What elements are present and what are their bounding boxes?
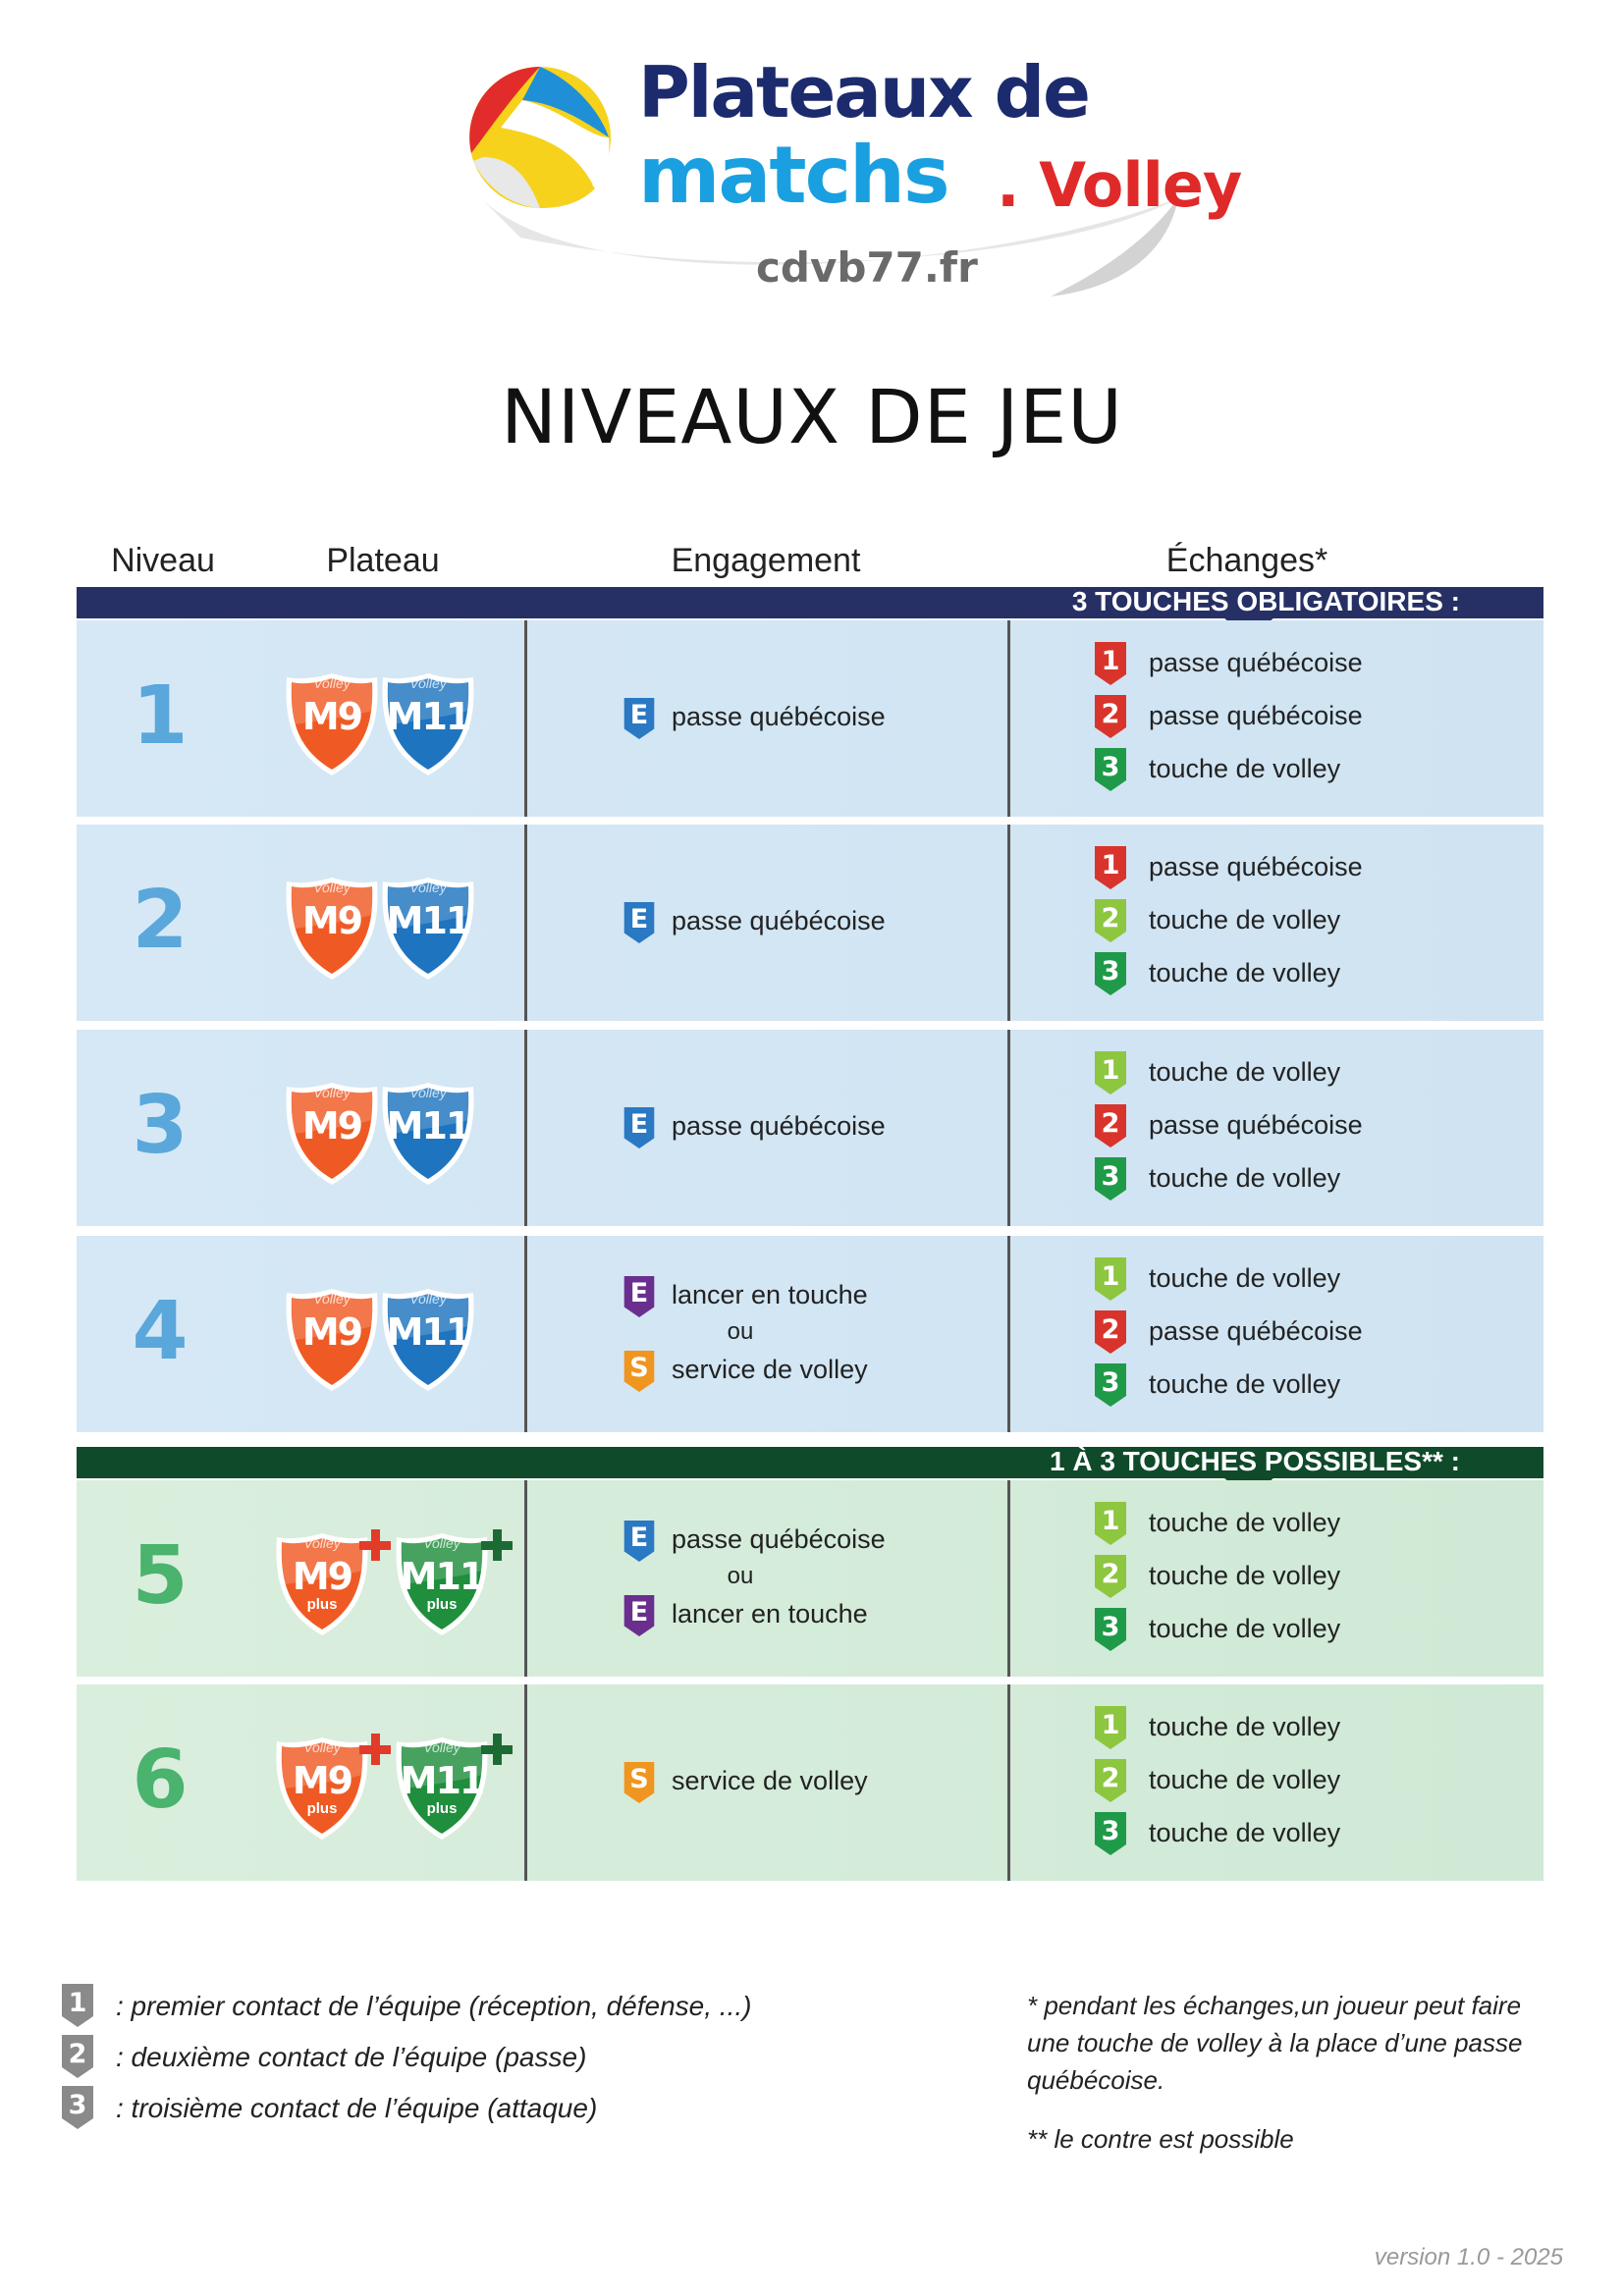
exchange-text: touche de volley (1149, 1712, 1341, 1741)
band-label: 3 TOUCHES OBLIGATOIRES : (1071, 586, 1460, 616)
badge-m9-plus (273, 1531, 371, 1637)
badge-plus-label: plus (306, 1596, 338, 1613)
exchange-text: passe québécoise (1149, 648, 1363, 677)
plus-icon (359, 1734, 391, 1765)
exchange-text: touche de volley (1149, 1369, 1341, 1399)
badge-m9 (283, 1081, 381, 1187)
engagement-or: ou (727, 1563, 754, 1589)
exchange-item (1094, 844, 1506, 897)
engagement-text: service de volley (672, 1766, 868, 1795)
badge-m9 (283, 671, 381, 777)
column-divider (1007, 1684, 1010, 1881)
badge-label: M11 (400, 1555, 484, 1598)
engagement-item (623, 1106, 937, 1146)
level-row-4 (77, 1236, 1543, 1432)
exchange-item (1094, 1500, 1506, 1553)
level-number: 3 (132, 1079, 189, 1172)
exchange-item (1094, 1606, 1506, 1659)
exchanges-cell (1094, 1255, 1506, 1415)
exchange-item (1094, 1810, 1506, 1863)
exchange-item (1094, 950, 1506, 1003)
exchange-item (1094, 1102, 1506, 1155)
engagement-engagement-icon: E (623, 697, 656, 740)
exchange-item (1094, 1308, 1506, 1362)
touch-2-grey-icon: 2 (61, 2034, 94, 2079)
level-row-6 (77, 1684, 1543, 1881)
badge-volley-label: Volley (303, 1535, 341, 1551)
exchanges-cell (1094, 1704, 1506, 1863)
badge-volley-label: Volley (409, 1085, 447, 1100)
engagement-item (623, 1761, 937, 1800)
engagement-text: service de volley (672, 1355, 868, 1384)
column-divider (524, 1480, 527, 1677)
exchange-item (1094, 693, 1506, 746)
badge-m9 (283, 1287, 381, 1393)
footnote-1: * pendant les échanges,un joueur peut faire une touche de volley à la place d’une passe québécoise. (1027, 1991, 1523, 2095)
exchange-text: passe québécoise (1149, 1110, 1363, 1140)
exchange-item (1094, 1155, 1506, 1208)
plateau-badges (283, 1735, 499, 1843)
exchange-text: touche de volley (1149, 1508, 1341, 1537)
plateau-badges (283, 1531, 499, 1639)
volleyball-icon (461, 59, 619, 216)
footnote-2: ** le contre est possible (1027, 2124, 1294, 2154)
badge-label: M9 (301, 899, 362, 942)
exchanges-cell (1094, 1500, 1506, 1659)
touch-2-icon: 2 (1094, 1757, 1127, 1804)
badge-label: M11 (386, 695, 470, 738)
exchange-text: passe québécoise (1149, 701, 1363, 730)
exchange-item (1094, 1553, 1506, 1606)
exchange-item (1094, 1255, 1506, 1308)
badge-volley-label: Volley (303, 1739, 341, 1755)
logo-site: cdvb77.fr (756, 243, 978, 292)
touch-3-icon: 3 (1094, 1362, 1127, 1409)
header-engagement: Engagement (671, 542, 861, 579)
badge-volley-label: Volley (313, 1291, 351, 1307)
badge-volley-label: Volley (409, 880, 447, 895)
header-niveau: Niveau (111, 542, 215, 579)
band-3-touches (77, 587, 1543, 618)
page-title: NIVEAUX DE JEU (501, 373, 1123, 460)
exchange-text: touche de volley (1149, 754, 1341, 783)
engagement-text: lancer en touche (672, 1280, 868, 1309)
badge-label: M9 (292, 1759, 352, 1802)
badge-label: M9 (301, 1310, 362, 1354)
badge-m11 (379, 1081, 477, 1187)
footnotes (1027, 1987, 1538, 2158)
engagement-item (623, 1594, 937, 1633)
badge-label: M11 (386, 1310, 470, 1354)
badge-label: M11 (386, 899, 470, 942)
exchange-text: passe québécoise (1149, 1316, 1363, 1346)
engagement-text: passe québécoise (672, 702, 886, 731)
badge-m11 (379, 876, 477, 982)
level-number: 6 (132, 1734, 189, 1827)
logo-volley: . Volley (997, 149, 1242, 221)
column-divider (1007, 1236, 1010, 1432)
badge-volley-label: Volley (313, 1085, 351, 1100)
touch-2-icon: 2 (1094, 1308, 1127, 1356)
engagement-text: lancer en touche (672, 1599, 868, 1629)
column-divider (524, 1236, 527, 1432)
column-divider (1007, 1480, 1010, 1677)
exchange-text: touche de volley (1149, 1818, 1341, 1847)
legend-text: : troisième contact de l’équipe (attaque) (116, 2093, 598, 2123)
engagement-engagement-icon: E (623, 1594, 656, 1637)
exchange-text: touche de volley (1149, 1263, 1341, 1293)
legend-text: : deuxième contact de l’équipe (passe) (116, 2042, 587, 2072)
badge-label: M11 (400, 1759, 484, 1802)
engagement-service-icon: S (623, 1761, 656, 1804)
exchange-text: touche de volley (1149, 1163, 1341, 1193)
column-divider (1007, 825, 1010, 1021)
badge-m11 (379, 671, 477, 777)
exchange-text: touche de volley (1149, 905, 1341, 934)
badge-volley-label: Volley (409, 1291, 447, 1307)
touch-3-icon: 3 (1094, 950, 1127, 997)
exchange-text: touche de volley (1149, 1614, 1341, 1643)
exchange-text: touche de volley (1149, 1561, 1341, 1590)
level-number: 4 (132, 1285, 189, 1378)
exchange-item (1094, 1757, 1506, 1810)
badge-plus-label: plus (426, 1596, 458, 1613)
badge-volley-label: Volley (313, 675, 351, 691)
badge-m11 (379, 1287, 477, 1393)
plateau-badges (283, 671, 499, 779)
plateau-badges (283, 1081, 499, 1189)
badge-volley-label: Volley (423, 1739, 460, 1755)
badge-m11-plus (393, 1735, 491, 1842)
engagement-engagement-icon: E (623, 1106, 656, 1149)
badge-volley-label: Volley (313, 880, 351, 895)
version-label: version 1.0 - 2025 (1374, 2244, 1563, 2270)
plateau-badges (283, 1287, 499, 1395)
touch-1-grey-icon: 1 (61, 1983, 94, 2028)
badge-volley-label: Volley (409, 675, 447, 691)
exchange-item (1094, 640, 1506, 693)
badge-label: M11 (386, 1104, 470, 1148)
badge-label: M9 (301, 695, 362, 738)
column-divider (524, 620, 527, 817)
level-row-3 (77, 1030, 1543, 1226)
band-1-3-touches (77, 1447, 1543, 1478)
engagement-item (623, 1350, 937, 1389)
level-number: 2 (132, 874, 189, 967)
header-plateau: Plateau (326, 542, 440, 579)
engagement-text: passe québécoise (672, 1524, 886, 1554)
engagement-engagement-icon: E (623, 1520, 656, 1563)
touch-3-icon: 3 (1094, 1155, 1127, 1202)
engagement-text: passe québécoise (672, 906, 886, 935)
badge-label: M9 (301, 1104, 362, 1148)
level-row-5 (77, 1480, 1543, 1677)
logo-line1: Plateaux de (638, 51, 1090, 133)
level-number: 1 (132, 669, 189, 763)
plus-icon (359, 1529, 391, 1561)
exchanges-cell (1094, 844, 1506, 1003)
column-divider (1007, 620, 1010, 817)
engagement-engagement-icon: E (623, 901, 656, 944)
exchanges-cell (1094, 1049, 1506, 1208)
logo-line2: matchs (638, 130, 948, 221)
touch-2-icon: 2 (1094, 1553, 1127, 1600)
plateau-badges (283, 876, 499, 984)
engagement-item (623, 697, 937, 736)
exchange-text: touche de volley (1149, 1765, 1341, 1794)
engagement-or: ou (727, 1318, 754, 1345)
touch-2-icon: 2 (1094, 693, 1127, 740)
engagement-text: passe québécoise (672, 1111, 886, 1141)
level-number: 5 (132, 1529, 189, 1623)
plus-icon (481, 1529, 513, 1561)
badge-plus-label: plus (426, 1800, 458, 1817)
engagement-item (623, 1275, 937, 1314)
exchange-item (1094, 746, 1506, 799)
band-label: 1 À 3 TOUCHES POSSIBLES** : (1049, 1446, 1460, 1476)
touch-1-icon: 1 (1094, 640, 1127, 687)
site-logo (461, 51, 1242, 306)
touch-3-grey-icon: 3 (61, 2085, 94, 2130)
engagement-service-icon: S (623, 1350, 656, 1393)
header-echanges: Échanges* (1165, 542, 1328, 579)
badge-m11-plus (393, 1531, 491, 1637)
badge-label: M9 (292, 1555, 352, 1598)
touch-1-icon: 1 (1094, 1255, 1127, 1303)
touch-2-icon: 2 (1094, 897, 1127, 944)
engagement-item (623, 1520, 937, 1559)
exchange-item (1094, 1049, 1506, 1102)
exchange-item (1094, 897, 1506, 950)
touch-3-icon: 3 (1094, 1810, 1127, 1857)
exchange-item (1094, 1704, 1506, 1757)
column-divider (524, 1684, 527, 1881)
exchange-text: touche de volley (1149, 958, 1341, 988)
touch-1-icon: 1 (1094, 1049, 1127, 1096)
exchanges-cell (1094, 640, 1506, 799)
touch-3-icon: 3 (1094, 746, 1127, 793)
column-divider (524, 1030, 527, 1226)
engagement-item (623, 901, 937, 940)
plus-icon (481, 1734, 513, 1765)
level-row-2 (77, 825, 1543, 1021)
touch-1-icon: 1 (1094, 1704, 1127, 1751)
touch-1-icon: 1 (1094, 1500, 1127, 1547)
column-divider (1007, 1030, 1010, 1226)
level-row-1 (77, 620, 1543, 817)
badge-plus-label: plus (306, 1800, 338, 1817)
badge-m9-plus (273, 1735, 371, 1842)
touch-2-icon: 2 (1094, 1102, 1127, 1149)
exchange-text: passe québécoise (1149, 852, 1363, 881)
exchange-text: touche de volley (1149, 1057, 1341, 1087)
engagement-engagement-icon: E (623, 1275, 656, 1318)
column-divider (524, 825, 527, 1021)
touch-3-icon: 3 (1094, 1606, 1127, 1653)
legend-text: : premier contact de l’équipe (réception, défense, ...) (116, 1991, 752, 2021)
badge-m9 (283, 876, 381, 982)
touch-1-icon: 1 (1094, 844, 1127, 891)
badge-volley-label: Volley (423, 1535, 460, 1551)
exchange-item (1094, 1362, 1506, 1415)
